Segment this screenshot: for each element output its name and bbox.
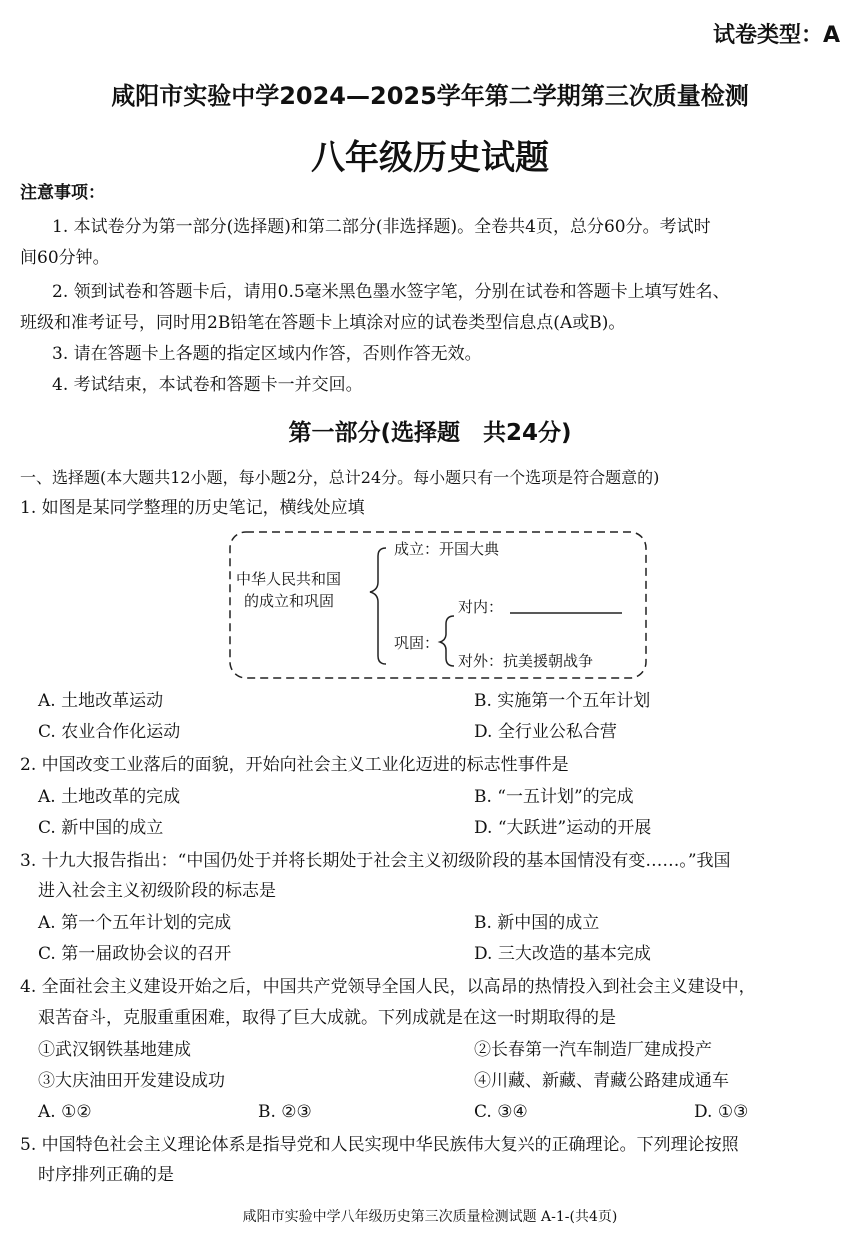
section-title: 第一部分(选择题 共24分): [288, 420, 572, 446]
diagram-external: 对外：抗美援朝战争: [458, 652, 594, 670]
q1-option-a: A. 土地改革运动: [38, 691, 164, 711]
q3-stem-line2: 进入社会主义初级阶段的标志是: [38, 881, 276, 901]
q4-option-a: A. ①②: [38, 1102, 92, 1122]
q2-option-d: D. “大跃进”运动的开展: [474, 818, 652, 838]
q4-item-3: ③大庆油田开发建设成功: [38, 1071, 225, 1091]
diagram-establish: 成立：开国大典: [394, 540, 500, 558]
paper-type-label: 试卷类型：A: [712, 23, 840, 48]
q1-notes-diagram: [228, 530, 648, 680]
notice-item-1: 1. 本试卷分为第一部分(选择题)和第二部分(非选择题)。全卷共4页，总分60分。考试时: [52, 217, 711, 237]
q2-option-a: A. 土地改革的完成: [38, 787, 181, 807]
diagram-internal: 对内：: [458, 598, 504, 616]
notice-item-2: 2. 领到试卷和答题卡后，请用0.5毫米黑色墨水签字笔，分别在试卷和答题卡上填写姓名、: [52, 282, 730, 302]
diagram-root-line2: 的成立和巩固: [244, 592, 335, 610]
diagram-root-line1: 中华人民共和国: [236, 570, 342, 588]
q3-option-a: A. 第一个五年计划的完成: [38, 913, 232, 933]
exam-title: 咸阳市实验中学2024—2025学年第二学期第三次质量检测: [111, 82, 749, 110]
q2-option-b: B. “一五计划”的完成: [474, 787, 634, 807]
q4-option-d: D. ①③: [694, 1102, 749, 1122]
q4-item-4: ④川藏、新藏、青藏公路建成通车: [474, 1071, 729, 1091]
q1-option-b: B. 实施第一个五年计划: [474, 691, 651, 711]
notice-heading: 注意事项：: [20, 183, 105, 203]
q5-stem-line1: 5. 中国特色社会主义理论体系是指导党和人民实现中华民族伟大复兴的正确理论。下列理论按照: [20, 1135, 739, 1155]
q3-stem-line1: 3. 十九大报告指出：“中国仍处于并将长期处于社会主义初级阶段的基本国情没有变……。”我国: [20, 851, 731, 871]
notice-item-1-cont: 间60分钟。: [20, 248, 110, 268]
page-footer: 咸阳市实验中学八年级历史第三次质量检测试题 A-1-(共4页): [242, 1209, 618, 1225]
q4-stem-line2: 艰苦奋斗，克服重重困难，取得了巨大成就。下列成就是在这一时期取得的是: [38, 1008, 616, 1028]
q3-option-d: D. 三大改造的基本完成: [474, 944, 651, 964]
q1-option-c: C. 农业合作化运动: [38, 722, 181, 742]
q4-stem-line1: 4. 全面社会主义建设开始之后，中国共产党领导全国人民，以高昂的热情投入到社会主义建设中，: [20, 977, 756, 997]
section-instruction: 一、选择题(本大题共12小题，每小题2分，总计24分。每小题只有一个选项是符合题意的): [20, 468, 660, 487]
q4-item-1: ①武汉钢铁基地建成: [38, 1040, 191, 1060]
q1-stem: 1. 如图是某同学整理的历史笔记，横线处应填: [20, 498, 365, 518]
q1-option-d: D. 全行业公私合营: [474, 722, 617, 742]
q4-item-2: ②长春第一汽车制造厂建成投产: [474, 1040, 712, 1060]
q2-stem: 2. 中国改变工业落后的面貌，开始向社会主义工业化迈进的标志性事件是: [20, 755, 569, 775]
q4-option-b: B. ②③: [258, 1102, 312, 1122]
q3-option-b: B. 新中国的成立: [474, 913, 600, 933]
q4-option-c: C. ③④: [474, 1102, 528, 1122]
q2-option-c: C. 新中国的成立: [38, 818, 164, 838]
q5-stem-line2: 时序排列正确的是: [38, 1165, 174, 1185]
notice-item-3: 3. 请在答题卡上各题的指定区域内作答，否则作答无效。: [52, 344, 482, 364]
subject-title: 八年级历史试题: [311, 138, 549, 178]
diagram-consolidate: 巩固：: [394, 634, 440, 652]
q3-option-c: C. 第一届政协会议的召开: [38, 944, 232, 964]
notice-item-2-cont: 班级和准考证号，同时用2B铅笔在答题卡上填涂对应的试卷类型信息点(A或B)。: [20, 313, 626, 333]
notice-item-4: 4. 考试结束，本试卷和答题卡一并交回。: [52, 375, 363, 395]
